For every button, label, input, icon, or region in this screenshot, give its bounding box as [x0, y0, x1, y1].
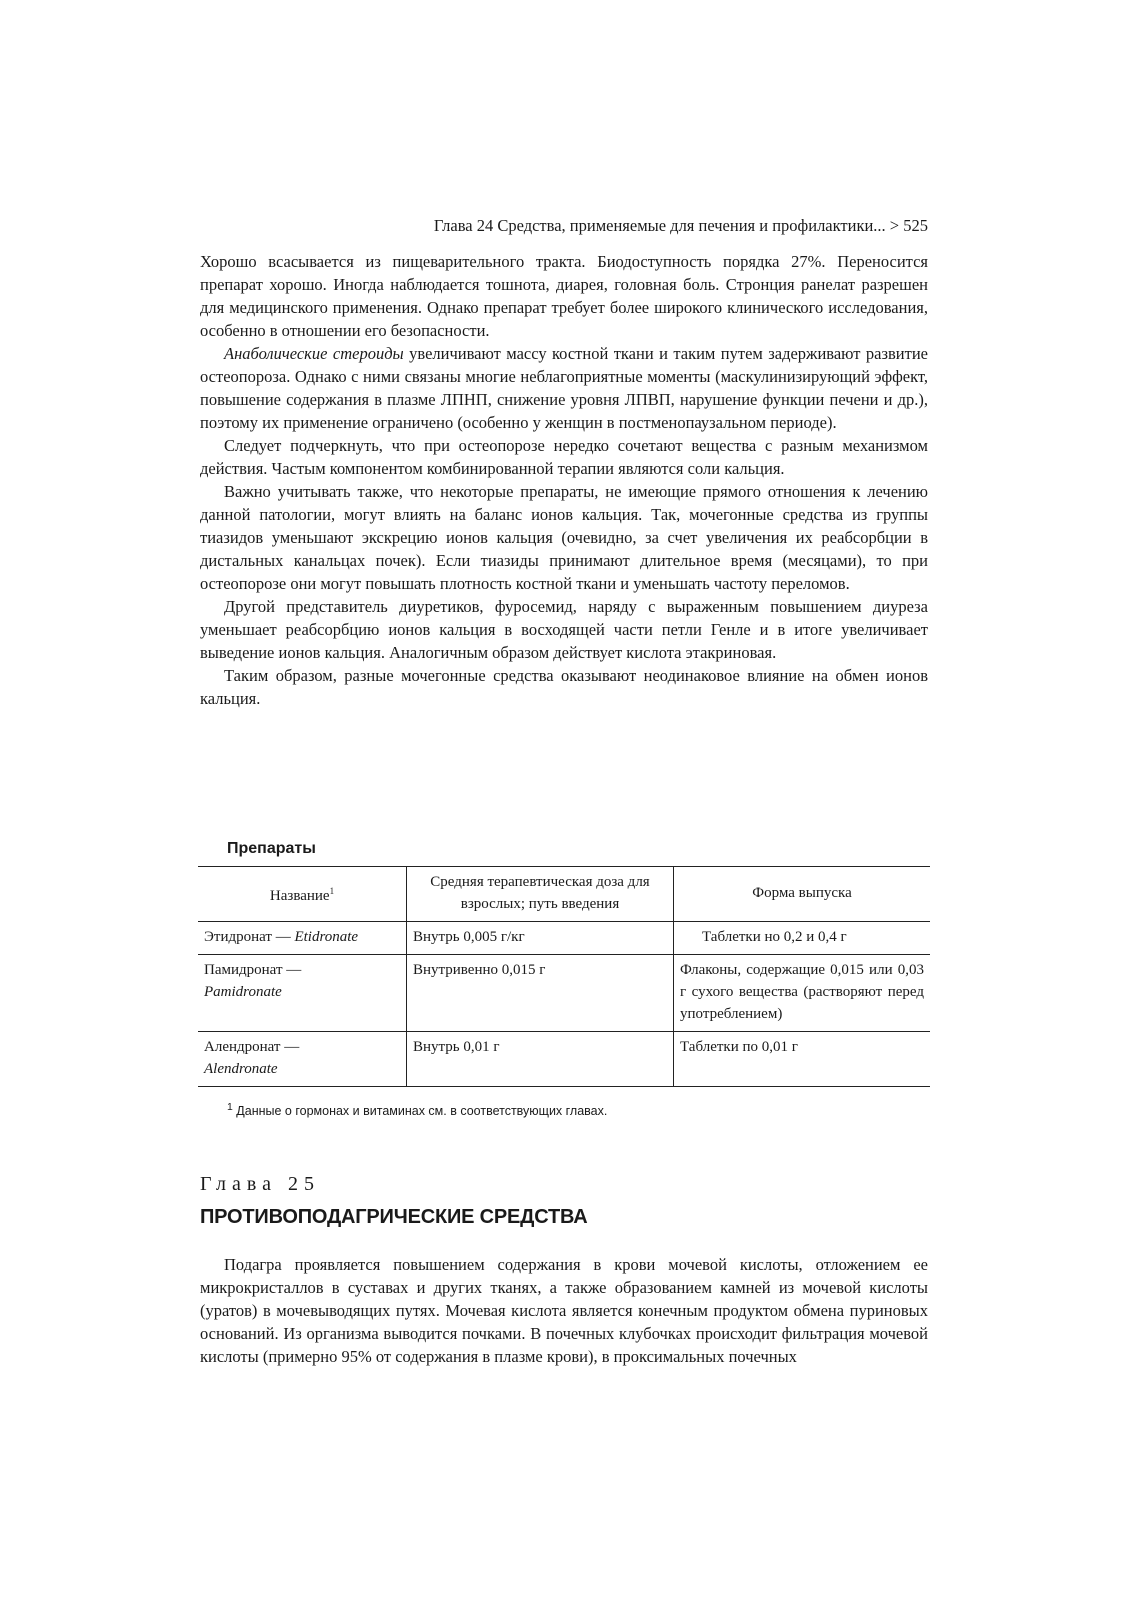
drug-name-latin: Etidronate [294, 929, 359, 945]
chapter-title: ПРОТИВОПОДАГРИЧЕСКИЕ СРЕДСТВА [200, 1206, 588, 1228]
paragraph-6: Таким образом, разные мочегонные средства оказывают неодинаковое влияние на обмен ионов кальция. [200, 666, 928, 708]
drug-form-cell: Таблетки но 0,2 и 0,4 г [674, 922, 931, 955]
drug-name-cell [198, 955, 407, 1032]
drug-dose-cell: Внутрь 0,005 г/кг [407, 922, 674, 955]
drug-name-cell [198, 1032, 407, 1087]
drug-form-cell: Флаконы, содержащие 0,015 или 0,03 г сухого вещества (растворяют перед употреблением) [674, 955, 931, 1032]
paragraph-5: Другой представитель диуретиков, фуросемид, наряду с выраженным повышением диуреза уменьшает реабсорбцию ионов кальция в восходящей части петли Генле и в итоге увеличивает выведение ионов кальция. Аналогичным образом действует кислота этакриновая. [200, 597, 928, 662]
drug-dose-cell: Внутрь 0,01 г [407, 1032, 674, 1087]
header-form: Форма выпуска [674, 867, 931, 922]
paragraph-2-italic: Анаболические стероиды [224, 344, 404, 363]
chapter-label: Глава 25 [200, 1173, 320, 1195]
header-name-label: Название [269, 887, 330, 904]
chapter-text [200, 1253, 928, 1368]
table-footnote [227, 1102, 607, 1118]
header-dose: Средняя терапевтическая доза для взрослых; путь введения [407, 867, 674, 922]
drug-name-ru: Алендронат — [204, 1039, 300, 1055]
table-row [198, 955, 930, 1032]
drug-name-latin: Alendronate [204, 1061, 278, 1077]
paragraph-4: Важно учитывать также, что некоторые препараты, не имеющие прямого отношения к лечению данной патологии, могут влиять на баланс ионов кальция. Так, мочегонные средства из группы тиазидов уменьшают экскрецию ионов кальция (очевидно, за счет увеличения их реабсорбции в дистальных канальцах почек). Если тиазиды принимают длительное время (месяцами), то при остеопорозе они могут повышать плотность костной ткани и уменьшать частоту переломов. [200, 482, 928, 593]
table-row [198, 1032, 930, 1087]
table-row [198, 922, 930, 955]
drug-name-ru: Этидронат — [204, 929, 295, 945]
drug-form-cell: Таблетки по 0,01 г [674, 1032, 931, 1087]
body-text [200, 250, 928, 710]
drug-dose-cell: Внутривенно 0,015 г [407, 955, 674, 1032]
paragraph-2-text: увеличивают массу костной ткани и таким путем задерживают развитие остеопороза. Однако с ними связаны многие неблагоприятные моменты (маскулинизирующий эффект, повышение содержания в плазме ЛПНП, снижение уровня ЛПВП, нарушение функции печени и др.), поэтому их применение ограничено (особенно у женщин в постменопаузальном периоде). [200, 344, 928, 432]
drug-name-ru: Памидронат — [204, 962, 302, 978]
header-name [198, 867, 407, 922]
footnote-number: 1 [227, 1102, 233, 1113]
paragraph-1: Хорошо всасывается из пищеварительного тракта. Биодоступность порядка 27%. Переносится препарат хорошо. Иногда наблюдается тошнота, диарея, головная боль. Стронция ранелат разрешен для медицинского применения. Однако препарат требует более широкого клинического исследования, особенно в отношении его безопасности. [200, 252, 928, 340]
paragraph-2 [200, 342, 928, 434]
chapter-paragraph: Подагра проявляется повышением содержания в крови мочевой кислоты, отложением ее микрокристаллов в суставах и других тканях, а также образованием камней из мочевой кислоты (уратов) в мочевыводящих путях. Мочевая кислота является конечным продуктом обмена пуриновых оснований. Из организма выводится почками. В почечных клубочках происходит фильтрация мочевой кислоты (примерно 95% от содержания в плазме крови), в проксимальных почечных [200, 1255, 928, 1366]
drug-name-latin: Pamidronate [204, 984, 282, 1000]
drug-name-cell [198, 922, 407, 955]
footnote-text: Данные о гормонах и витаминах см. в соответствующих главах. [236, 1104, 608, 1119]
table-header-row [198, 867, 930, 922]
drugs-table [198, 866, 930, 1087]
footnote-mark: 1 [329, 885, 335, 896]
paragraph-3: Следует подчеркнуть, что при остеопорозе нередко сочетают вещества с разным механизмом действия. Частым компонентом комбинированной терапии являются соли кальция. [200, 436, 928, 478]
table-caption: Препараты [227, 840, 316, 857]
running-header: Глава 24 Средства, применяемые для печения и профилактики... > 525 [433, 216, 928, 235]
